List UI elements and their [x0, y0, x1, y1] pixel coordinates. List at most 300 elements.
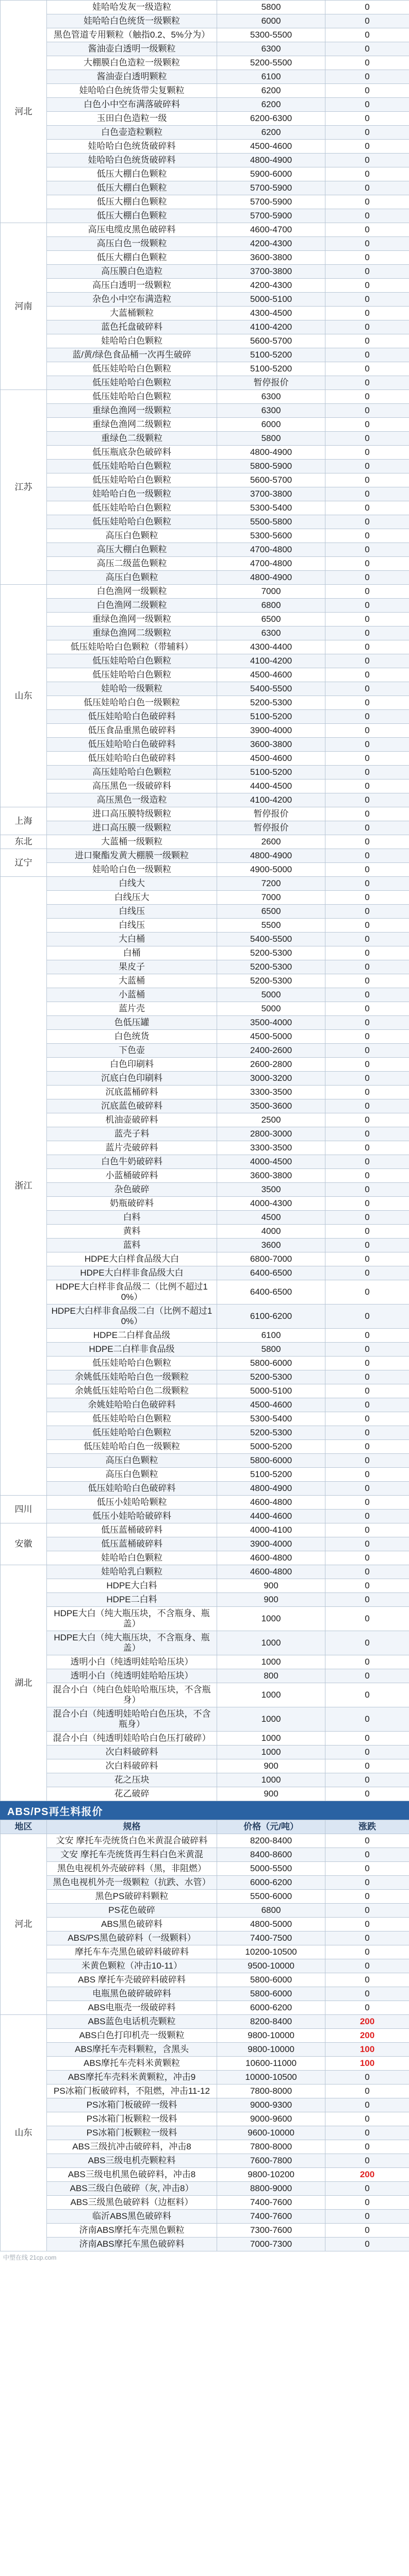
spec-cell: 混合小白（纯白色娃哈哈瓶压块，不含瓶身）	[47, 1683, 217, 1707]
price-cell: 6200	[217, 126, 325, 140]
change-cell: 0	[325, 1183, 409, 1197]
price-cell: 2600-2800	[217, 1058, 325, 1072]
change-cell: 0	[325, 348, 409, 362]
table-row	[1, 1848, 409, 1862]
price-cell: 3600-3800	[217, 1169, 325, 1183]
table-row	[1, 821, 409, 835]
price-cell: 5200-5300	[217, 946, 325, 960]
price-cell: 3500-4000	[217, 1016, 325, 1030]
price-cell: 5700-5900	[217, 209, 325, 223]
table-row	[1, 1454, 409, 1468]
table-row	[1, 1343, 409, 1357]
price-cell: 1000	[217, 1745, 325, 1759]
price-cell: 6100	[217, 1329, 325, 1343]
change-cell: 0	[325, 1496, 409, 1510]
spec-cell: ABS三级抗冲击破碎料，冲击8	[47, 2140, 217, 2154]
price-cell: 4900-5000	[217, 863, 325, 877]
table-row	[1, 28, 409, 42]
spec-cell: 低压瓶底杂色破碎料	[47, 446, 217, 460]
table-row	[1, 42, 409, 56]
price-cell: 8200-8400	[217, 1834, 325, 1848]
spec-cell: 余姚低压娃哈哈白色二级颗粒	[47, 1384, 217, 1398]
change-cell: 0	[325, 334, 409, 348]
price-cell: 4500	[217, 1211, 325, 1225]
table-row	[1, 1683, 409, 1707]
change-cell: 0	[325, 1862, 409, 1876]
table-row	[1, 1384, 409, 1398]
change-cell: 0	[325, 84, 409, 98]
spec-cell: PS冰箱门板颗粒一级料	[47, 2112, 217, 2126]
spec-cell: 白料	[47, 1211, 217, 1225]
change-cell: 0	[325, 1086, 409, 1099]
change-cell: 0	[325, 1, 409, 14]
price-cell: 4600-4800	[217, 1496, 325, 1510]
table-row	[1, 1579, 409, 1593]
change-cell: 0	[325, 320, 409, 334]
table-row	[1, 98, 409, 112]
change-cell: 0	[325, 1904, 409, 1918]
table-row	[1, 1183, 409, 1197]
change-cell: 0	[325, 1918, 409, 1931]
price-cell: 5000	[217, 988, 325, 1002]
price-cell: 2800-3000	[217, 1127, 325, 1141]
change-cell: 0	[325, 418, 409, 432]
table-row	[1, 1959, 409, 1973]
table-row	[1, 1239, 409, 1252]
change-cell: 0	[325, 1002, 409, 1016]
spec-cell: PS冰箱门板破碎料，不阻燃，冲击11-12	[47, 2084, 217, 2098]
price-cell: 6200	[217, 98, 325, 112]
table-row	[1, 626, 409, 640]
table-row	[1, 1523, 409, 1537]
spec-cell: 济南ABS摩托车黑色破碎料	[47, 2238, 217, 2251]
spec-cell: 济南ABS摩托车壳黑色颗粒	[47, 2224, 217, 2238]
change-cell: 0	[325, 1155, 409, 1169]
spec-cell: 大蓝桶	[47, 974, 217, 988]
price-cell: 4000-4100	[217, 1523, 325, 1537]
spec-cell: 高压膜白色造粒	[47, 265, 217, 279]
table-row	[1, 390, 409, 404]
table-row	[1, 1607, 409, 1631]
table-row	[1, 487, 409, 501]
spec-cell: 低压大棚白色颗粒	[47, 181, 217, 195]
change-cell: 0	[325, 654, 409, 668]
change-cell: 0	[325, 738, 409, 752]
spec-cell: 高压白色颗粒	[47, 571, 217, 585]
price-cell: 1000	[217, 1631, 325, 1655]
table-row	[1, 473, 409, 487]
price-cell: 6300	[217, 626, 325, 640]
table-row	[1, 1426, 409, 1440]
price-cell: 900	[217, 1579, 325, 1593]
price-cell: 6800	[217, 1904, 325, 1918]
change-cell: 0	[325, 1225, 409, 1239]
change-cell: 0	[325, 1044, 409, 1058]
change-cell: 0	[325, 626, 409, 640]
spec-cell: ABS白色打印机壳一级颗粒	[47, 2029, 217, 2043]
spec-cell: 低压娃哈哈白色颗粒	[47, 668, 217, 682]
table-row	[1, 265, 409, 279]
price-cell: 4200-4300	[217, 237, 325, 251]
price-cell: 7400-7600	[217, 2196, 325, 2210]
price-cell: 5700-5900	[217, 195, 325, 209]
change-cell: 0	[325, 1169, 409, 1183]
change-cell: 0	[325, 696, 409, 710]
table-row	[1, 1030, 409, 1044]
spec-cell: 娃哈哈发灰一级造粒	[47, 1, 217, 14]
price-cell: 3700-3800	[217, 487, 325, 501]
price-cell: 3600	[217, 1239, 325, 1252]
region-cell: 安徽	[1, 1523, 47, 1565]
price-cell: 5800	[217, 1343, 325, 1357]
spec-cell: 娃哈哈白色一级颗粒	[47, 487, 217, 501]
spec-cell: 低压娃哈哈白色颗粒（带辅料）	[47, 640, 217, 654]
spec-cell: 重绿色渔网二级颗粒	[47, 418, 217, 432]
change-cell: 0	[325, 1523, 409, 1537]
price-cell: 3500-3600	[217, 1099, 325, 1113]
price-cell: 5000	[217, 1002, 325, 1016]
table-row	[1, 1787, 409, 1801]
spec-cell: 低压娃哈哈白色颗粒	[47, 1426, 217, 1440]
price-cell: 5300-5400	[217, 501, 325, 515]
price-cell: 6100	[217, 70, 325, 84]
price-cell: 1000	[217, 1707, 325, 1732]
spec-cell: 蓝料	[47, 1239, 217, 1252]
spec-cell: ABS三级黑色破碎料（边框料）	[47, 2196, 217, 2210]
table-row	[1, 682, 409, 696]
change-cell: 0	[325, 1579, 409, 1593]
table-row	[1, 2126, 409, 2140]
price-cell: 5400-5500	[217, 933, 325, 946]
table-row	[1, 2238, 409, 2251]
spec-cell: 玉田白色造粒一级	[47, 112, 217, 126]
change-cell: 0	[325, 849, 409, 863]
spec-cell: 混合小白（纯透明娃哈哈白色压块，不含瓶身）	[47, 1707, 217, 1732]
spec-cell: 果皮子	[47, 960, 217, 974]
table-row	[1, 599, 409, 613]
table-row	[1, 1551, 409, 1565]
spec-cell: 低压娃哈哈白色破碎料	[47, 710, 217, 724]
price-cell: 2400-2600	[217, 1044, 325, 1058]
price-cell: 4600-4800	[217, 1565, 325, 1579]
change-cell: 0	[325, 1398, 409, 1412]
spec-cell: 娃哈哈白色一级颗粒	[47, 863, 217, 877]
price-cell: 5100-5200	[217, 1468, 325, 1482]
change-cell: 0	[325, 1384, 409, 1398]
spec-cell: ABS/PS黑色破碎料（一级颗料）	[47, 1931, 217, 1945]
price-cell: 5200-5300	[217, 960, 325, 974]
price-cell: 5100-5200	[217, 362, 325, 376]
table-row	[1, 1002, 409, 1016]
change-cell: 0	[325, 126, 409, 140]
change-cell: 0	[325, 1426, 409, 1440]
spec-cell: 高压白色颗粒	[47, 1468, 217, 1482]
table-row	[1, 668, 409, 682]
region-cell: 浙江	[1, 877, 47, 1496]
table-row	[1, 2182, 409, 2196]
price-cell: 7000-7300	[217, 2238, 325, 2251]
table-row	[1, 1197, 409, 1211]
spec-cell: HDPE二白料	[47, 1593, 217, 1607]
change-cell: 0	[325, 1593, 409, 1607]
spec-cell: 白色渔网二级颗粒	[47, 599, 217, 613]
price-cell: 5900-6000	[217, 167, 325, 181]
spec-cell: ABS黑色破碎料	[47, 1918, 217, 1931]
change-cell: 0	[325, 821, 409, 835]
price-cell: 4600-4800	[217, 1551, 325, 1565]
spec-cell: 白线大	[47, 877, 217, 891]
spec-cell: 摩托车车壳黑色破碎料破碎料	[47, 1945, 217, 1959]
change-cell: 200	[325, 2029, 409, 2043]
change-cell: 0	[325, 1707, 409, 1732]
spec-cell: 次白料破碎料	[47, 1759, 217, 1773]
spec-cell: HDPE大白（纯大瓶压块，不含瓶身、瓶盖）	[47, 1631, 217, 1655]
price-cell: 3600-3800	[217, 251, 325, 265]
change-cell: 0	[325, 877, 409, 891]
spec-cell: 重绿色渔网二级颗粒	[47, 626, 217, 640]
table-row	[1, 320, 409, 334]
table-row	[1, 1044, 409, 1058]
table-row	[1, 1862, 409, 1876]
table-row	[1, 766, 409, 779]
change-cell: 0	[325, 223, 409, 237]
price-cell: 4300-4500	[217, 307, 325, 320]
spec-cell: 混合小白（纯透明娃哈哈白色压打破碎）	[47, 1732, 217, 1745]
price-cell: 5000-5100	[217, 1384, 325, 1398]
change-cell: 0	[325, 1745, 409, 1759]
change-cell: 0	[325, 2196, 409, 2210]
header-region: 地区	[1, 1820, 47, 1834]
change-cell: 0	[325, 2084, 409, 2098]
price-cell: 10600-11000	[217, 2057, 325, 2071]
table-row	[1, 2084, 409, 2098]
spec-cell: 奶瓶破碎料	[47, 1197, 217, 1211]
change-cell: 0	[325, 70, 409, 84]
spec-cell: 高压电缆皮黑色破碎料	[47, 223, 217, 237]
change-cell: 0	[325, 515, 409, 529]
watermark-text: 中塑在线 21cp.com	[3, 2254, 57, 2261]
change-cell: 0	[325, 1211, 409, 1225]
spec-cell: HDPE大白（纯大瓶压块，不含瓶身、瓶盖）	[47, 1607, 217, 1631]
change-cell: 0	[325, 1607, 409, 1631]
price-cell: 6000-6200	[217, 1876, 325, 1890]
table-row	[1, 529, 409, 543]
price-cell: 5100-5200	[217, 710, 325, 724]
table-row	[1, 1141, 409, 1155]
spec-cell: 低压小娃哈哈破碎料	[47, 1510, 217, 1523]
table-row	[1, 877, 409, 891]
price-cell: 4000-4300	[217, 1197, 325, 1211]
change-cell: 0	[325, 1759, 409, 1773]
price-cell: 6500	[217, 613, 325, 626]
price-cell: 1000	[217, 1773, 325, 1787]
change-cell: 0	[325, 1631, 409, 1655]
change-cell: 0	[325, 2112, 409, 2126]
table-row	[1, 585, 409, 599]
table-row	[1, 1280, 409, 1304]
change-cell: 0	[325, 1565, 409, 1579]
region-cell: 湖北	[1, 1565, 47, 1801]
change-cell: 0	[325, 42, 409, 56]
table-row	[1, 223, 409, 237]
spec-cell: 进口高压膜一级颗粒	[47, 821, 217, 835]
change-cell: 0	[325, 98, 409, 112]
table-row	[1, 279, 409, 293]
change-cell: 0	[325, 1973, 409, 1987]
price-cell: 3300-3500	[217, 1141, 325, 1155]
price-cell: 900	[217, 1593, 325, 1607]
spec-cell: ABS三级电机黑色破碎料，冲击8	[47, 2168, 217, 2182]
table-row	[1, 2154, 409, 2168]
spec-cell: 低压娃哈哈白色一级颗粒	[47, 696, 217, 710]
spec-cell: 低压蓝桶破碎料	[47, 1537, 217, 1551]
table-row	[1, 919, 409, 933]
table-row	[1, 1072, 409, 1086]
change-cell: 0	[325, 752, 409, 766]
region-cell: 四川	[1, 1496, 47, 1523]
table-row	[1, 2224, 409, 2238]
change-cell: 0	[325, 501, 409, 515]
change-cell: 0	[325, 1412, 409, 1426]
table-row	[1, 14, 409, 28]
spec-cell: 进口聚酯发黄大棚膜一级颗粒	[47, 849, 217, 863]
spec-cell: 蓝/黄/绿色食品桶一次再生破碎	[47, 348, 217, 362]
spec-cell: HDPE大白样食品级大白	[47, 1252, 217, 1266]
spec-cell: 低压娃哈哈白色颗粒	[47, 460, 217, 473]
table-row	[1, 1834, 409, 1848]
table-row	[1, 1127, 409, 1141]
price-cell: 6200-6300	[217, 112, 325, 126]
table-row	[1, 933, 409, 946]
price-cell: 6000	[217, 14, 325, 28]
change-cell: 0	[325, 390, 409, 404]
change-cell: 0	[325, 1357, 409, 1370]
change-cell: 0	[325, 1113, 409, 1127]
spec-cell: 黄料	[47, 1225, 217, 1239]
change-cell: 0	[325, 237, 409, 251]
table-row	[1, 1537, 409, 1551]
price-cell: 800	[217, 1669, 325, 1683]
change-cell: 0	[325, 946, 409, 960]
change-cell: 0	[325, 446, 409, 460]
spec-cell: 低压娃哈哈白色颗粒	[47, 362, 217, 376]
table-row	[1, 1773, 409, 1787]
change-cell: 0	[325, 251, 409, 265]
price-cell: 900	[217, 1787, 325, 1801]
change-cell: 200	[325, 2015, 409, 2029]
change-cell: 0	[325, 209, 409, 223]
spec-cell: 低压娃哈哈白色颗粒	[47, 501, 217, 515]
spec-cell: 沉底白色印刷料	[47, 1072, 217, 1086]
table-row	[1, 640, 409, 654]
change-cell: 0	[325, 1945, 409, 1959]
table-row	[1, 1113, 409, 1127]
table-row	[1, 154, 409, 167]
table-header-row	[1, 1820, 409, 1834]
table-row	[1, 946, 409, 960]
price-cell: 5500-6000	[217, 1890, 325, 1904]
price-cell: 4100-4200	[217, 793, 325, 807]
spec-cell: HDPE大白料	[47, 1579, 217, 1593]
table-row	[1, 1412, 409, 1426]
table-row	[1, 446, 409, 460]
change-cell: 0	[325, 2182, 409, 2196]
table-row	[1, 988, 409, 1002]
spec-cell: 低压娃哈哈白色颗粒	[47, 654, 217, 668]
spec-cell: ABS蓝色电话机壳颗粒	[47, 2015, 217, 2029]
table-row	[1, 1655, 409, 1669]
region-cell: 山东	[1, 585, 47, 807]
spec-cell: ABS三级白色破碎（灰, 冲击8）	[47, 2182, 217, 2196]
price-cell: 9800-10200	[217, 2168, 325, 2182]
table-row	[1, 863, 409, 877]
change-cell: 0	[325, 1890, 409, 1904]
table-row	[1, 807, 409, 821]
price-cell: 3300-3500	[217, 1086, 325, 1099]
spec-cell: 高压娃哈哈白色颗粒	[47, 766, 217, 779]
price-cell: 6400-6500	[217, 1280, 325, 1304]
price-cell: 5200-5500	[217, 56, 325, 70]
region-cell: 东北	[1, 835, 47, 849]
table-row	[1, 404, 409, 418]
price-cell: 4400-4500	[217, 779, 325, 793]
change-cell: 0	[325, 1252, 409, 1266]
spec-cell: 余姚娃哈哈白色破碎料	[47, 1398, 217, 1412]
spec-cell: 高压黑色一级破碎料	[47, 779, 217, 793]
spec-cell: 大蓝桶颗粒	[47, 307, 217, 320]
spec-cell: 花之压块	[47, 1773, 217, 1787]
spec-cell: 白色统货	[47, 1030, 217, 1044]
table-row	[1, 2210, 409, 2224]
price-cell: 6300	[217, 390, 325, 404]
table-row	[1, 543, 409, 557]
spec-cell: 重绿色二级颗粒	[47, 432, 217, 446]
price-cell: 5800-5900	[217, 460, 325, 473]
change-cell: 0	[325, 599, 409, 613]
table-row	[1, 1593, 409, 1607]
price-cell: 暂停报价	[217, 821, 325, 835]
price-cell: 5100-5200	[217, 348, 325, 362]
table-row	[1, 2071, 409, 2084]
price-cell: 5200-5300	[217, 1370, 325, 1384]
change-cell: 0	[325, 1987, 409, 2001]
spec-cell: 娃哈哈乳白颗粒	[47, 1565, 217, 1579]
spec-cell: 进口高压膜特级颗粒	[47, 807, 217, 821]
change-cell: 0	[325, 2238, 409, 2251]
price-cell: 10000-10500	[217, 2071, 325, 2084]
price-cell: 5800-6000	[217, 1973, 325, 1987]
spec-cell: 娃哈哈白色颗粒	[47, 334, 217, 348]
spec-cell: 白色牛奶破碎料	[47, 1155, 217, 1169]
change-cell: 0	[325, 181, 409, 195]
price-cell: 5300-5400	[217, 1412, 325, 1426]
table-row	[1, 251, 409, 265]
price-cell: 7300-7600	[217, 2224, 325, 2238]
table-row	[1, 1890, 409, 1904]
spec-cell: 低压娃哈哈白色破碎料	[47, 738, 217, 752]
spec-cell: 娃哈哈白色颗粒	[47, 1551, 217, 1565]
change-cell: 0	[325, 1030, 409, 1044]
table-row	[1, 112, 409, 126]
change-cell: 0	[325, 2098, 409, 2112]
change-cell: 0	[325, 1280, 409, 1304]
change-cell: 0	[325, 1510, 409, 1523]
spec-cell: 次白料破碎料	[47, 1745, 217, 1759]
spec-cell: 沉底蓝桶碎料	[47, 1086, 217, 1099]
price-cell: 1000	[217, 1655, 325, 1669]
price-cell: 6800	[217, 599, 325, 613]
change-cell: 0	[325, 1876, 409, 1890]
